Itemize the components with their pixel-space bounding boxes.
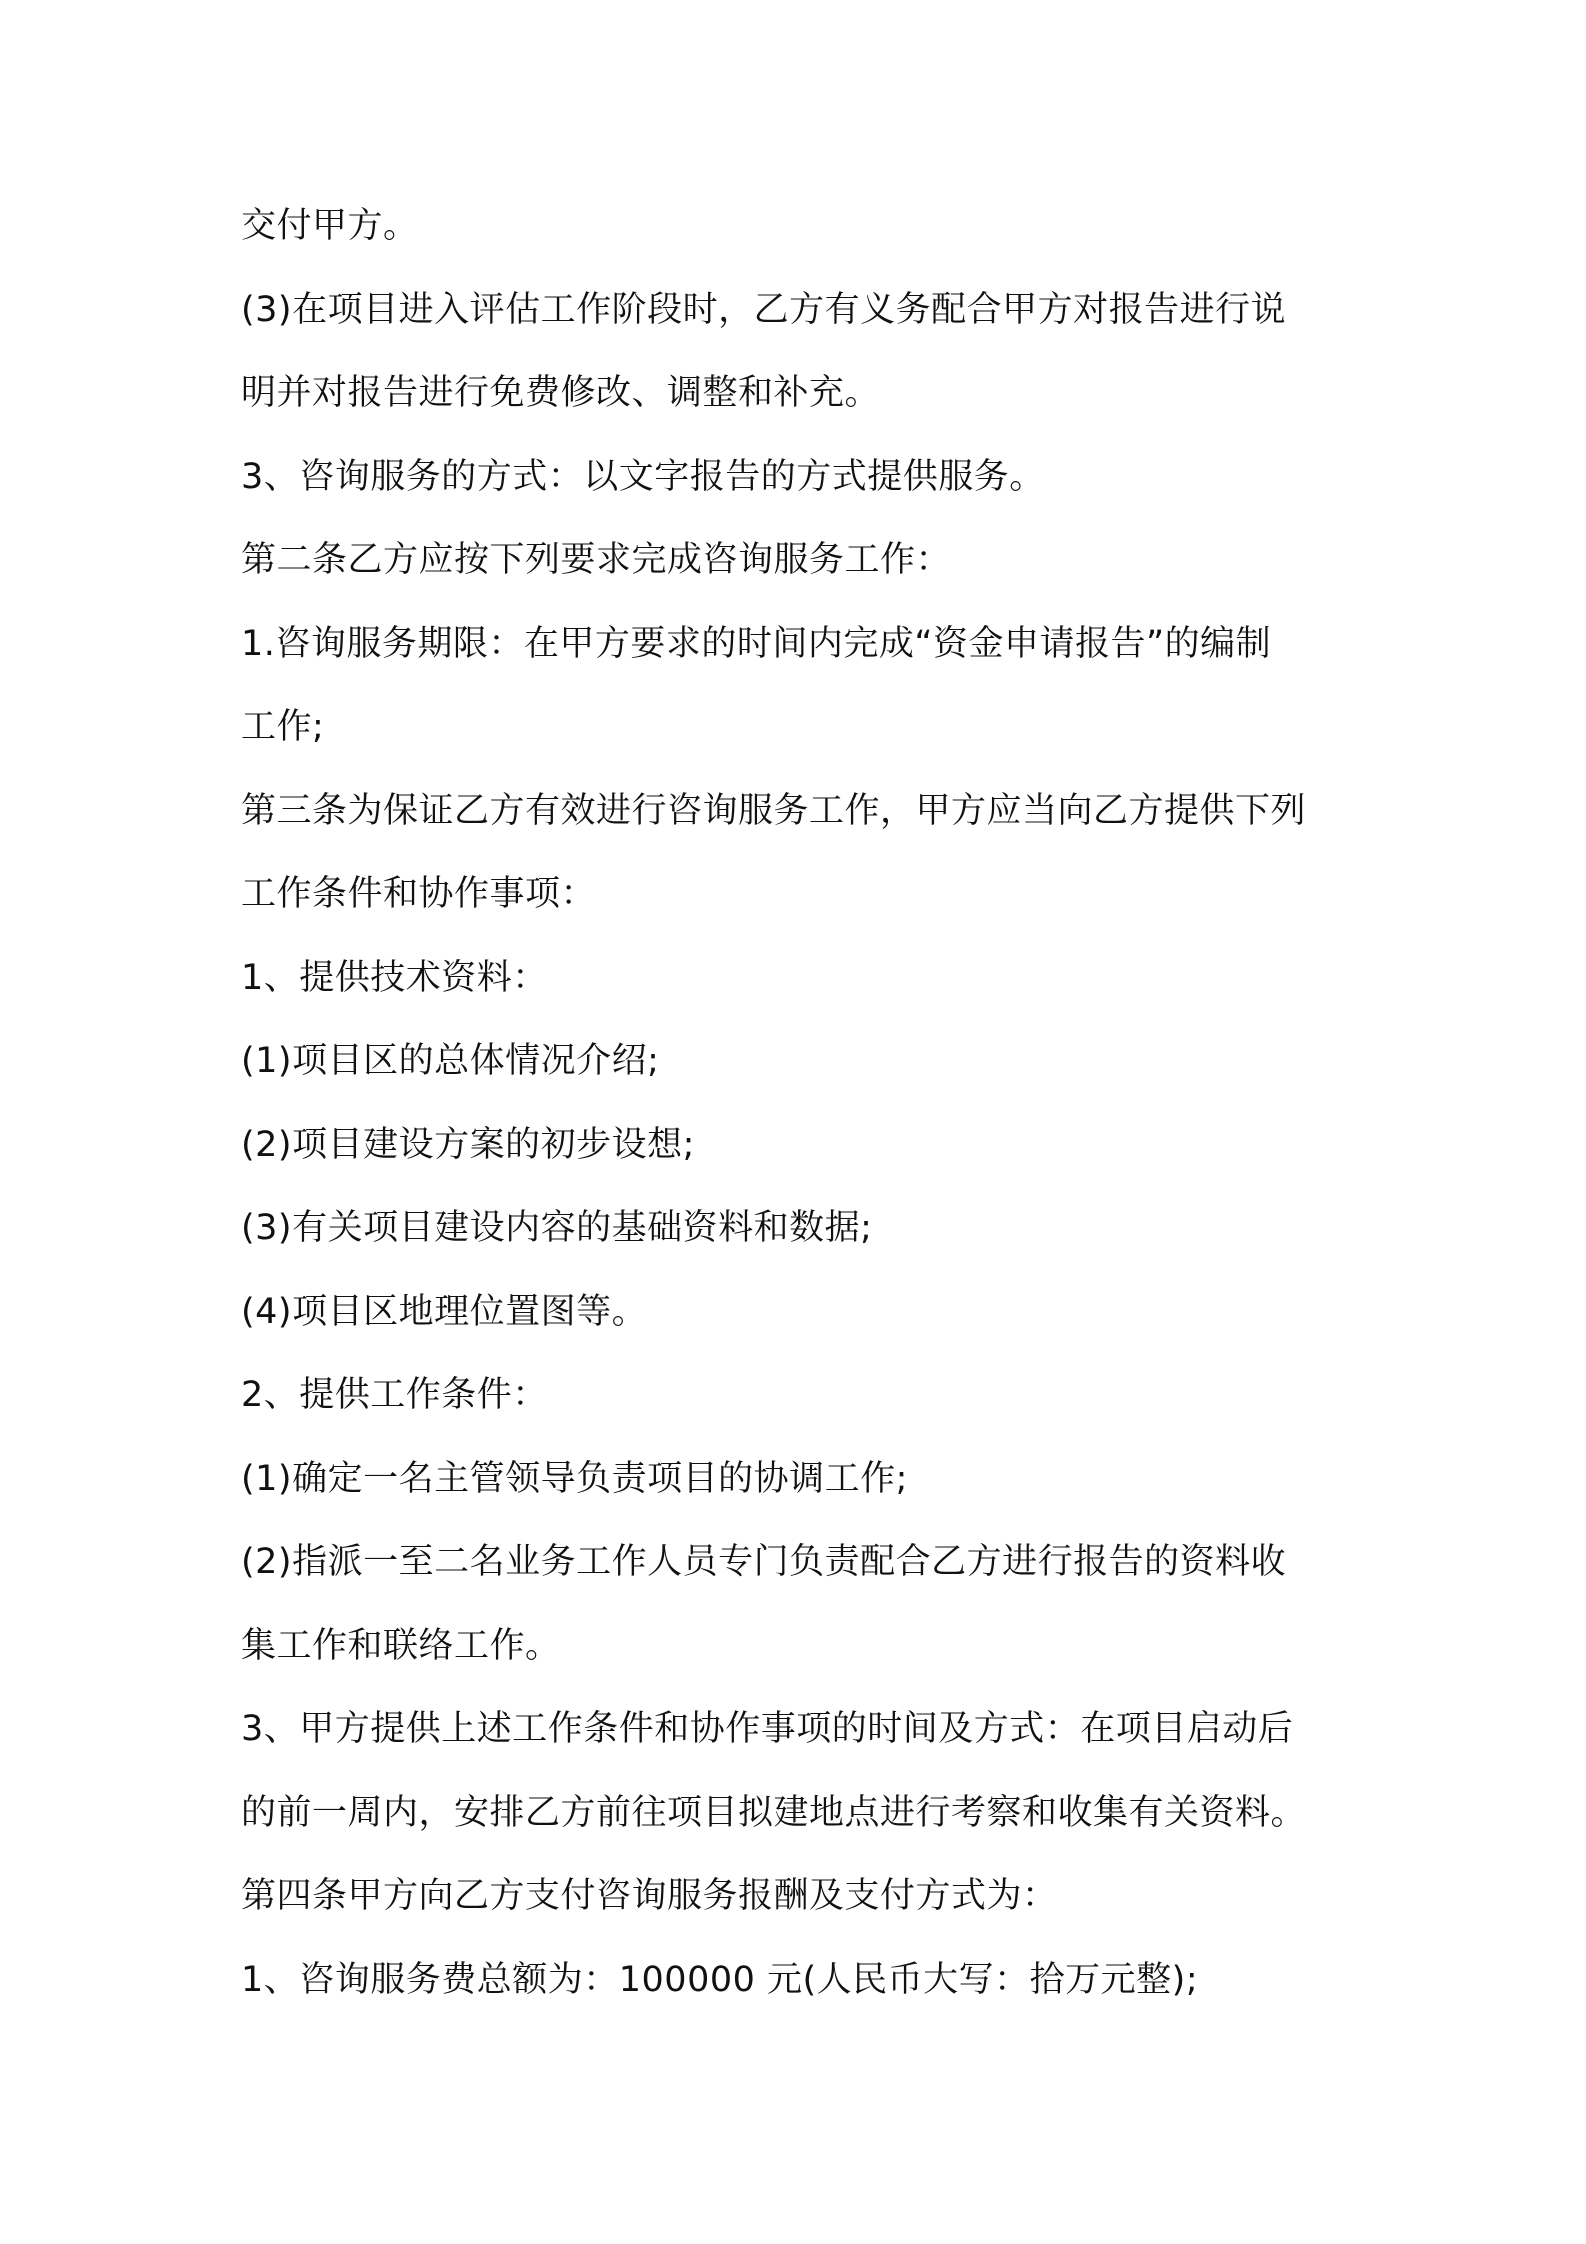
text-line: 工作; <box>241 707 325 747</box>
text-line: 1.咨询服务期限：在甲方要求的时间内完成“资金申请报告”的编制 <box>241 623 1272 664</box>
text-line: (3)在项目进入评估工作阶段时，乙方有义务配合甲方对报告进行说 <box>241 289 1287 330</box>
text-line: 明并对报告进行免费修改、调整和补充。 <box>241 373 881 413</box>
document-body <box>241 196 1361 2033</box>
text-line: 3、甲方提供上述工作条件和协作事项的时间及方式：在项目启动后 <box>241 1709 1294 1749</box>
text-line: 第二条乙方应按下列要求完成咨询服务工作： <box>241 540 952 580</box>
text-line: 工作条件和协作事项： <box>241 874 597 914</box>
text-line: (1)确定一名主管领导负责项目的协调工作; <box>241 1458 908 1499</box>
text-line: 1、提供技术资料： <box>241 957 548 998</box>
text-line: 集工作和联络工作。 <box>241 1625 561 1666</box>
text-line: (1)项目区的总体情况介绍; <box>241 1041 660 1081</box>
text-line: 的前一周内，安排乙方前往项目拟建地点进行考察和收集有关资料。 <box>241 1792 1307 1833</box>
text-line: 1、咨询服务费总额为：100000 元(人民币大写：拾万元整); <box>241 1959 1199 2000</box>
text-line: 2、提供工作条件： <box>241 1375 548 1415</box>
text-line: 交付甲方。 <box>241 206 419 246</box>
text-line: (2)项目建设方案的初步设想; <box>241 1124 695 1165</box>
text-line: 第三条为保证乙方有效进行咨询服务工作，甲方应当向乙方提供下列 <box>241 790 1307 831</box>
text-line: 第四条甲方向乙方支付咨询服务报酬及支付方式为： <box>241 1876 1058 1916</box>
text-line: (4)项目区地理位置图等。 <box>241 1291 648 1332</box>
text-line: (2)指派一至二名业务工作人员专门负责配合乙方进行报告的资料收 <box>241 1542 1287 1582</box>
text-line: 3、咨询服务的方式：以文字报告的方式提供服务。 <box>241 456 1045 497</box>
text-line: (3)有关项目建设内容的基础资料和数据; <box>241 1208 873 1248</box>
